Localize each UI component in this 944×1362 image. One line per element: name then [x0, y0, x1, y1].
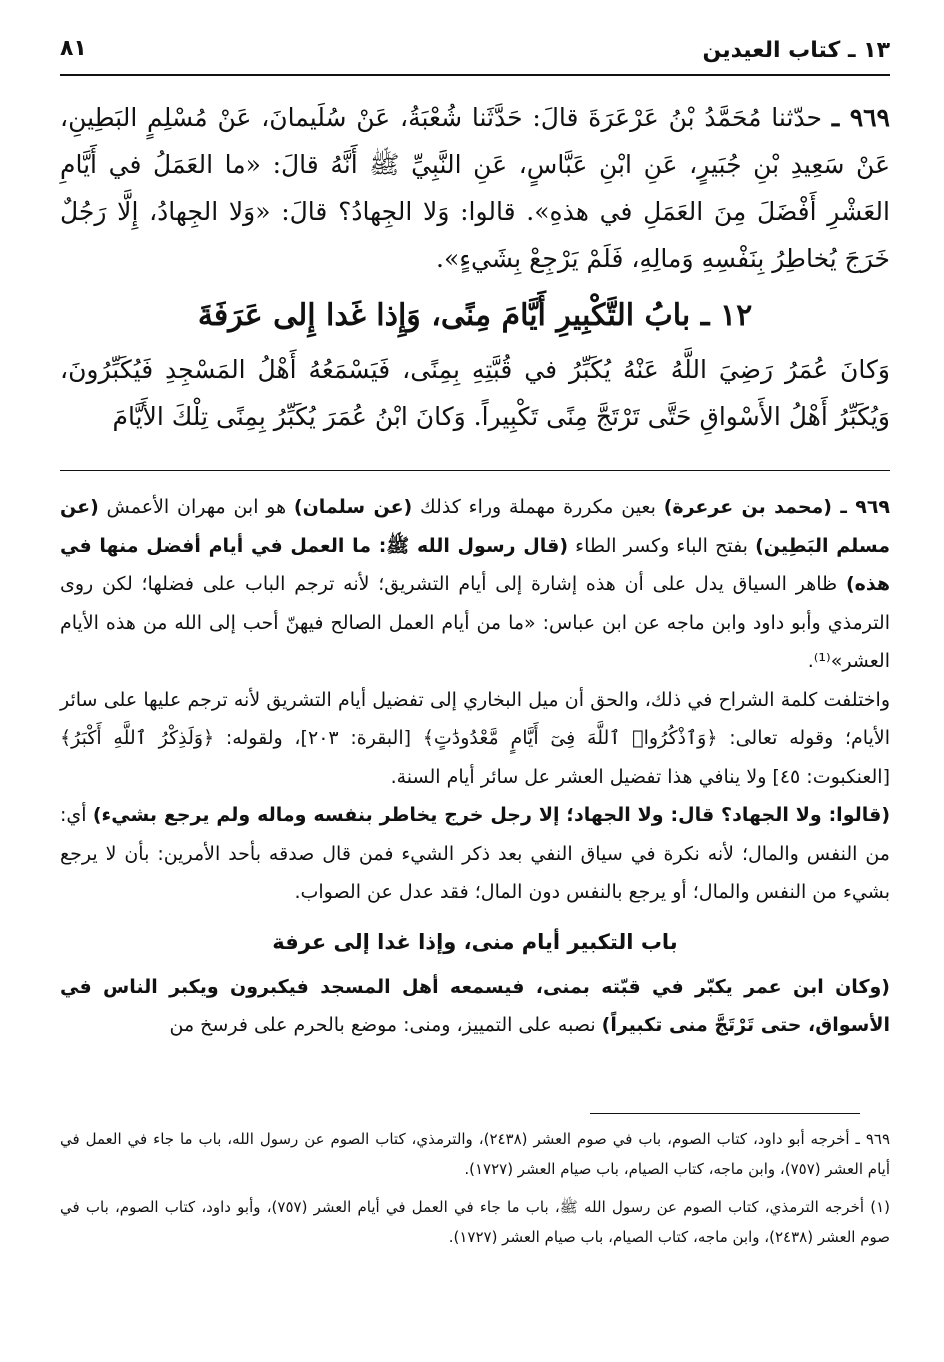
footnote: ٩٦٩ ـ أخرجه أبو داود، كتاب الصوم، باب في صوم العشر (٢٤٣٨)، والترمذي، كتاب الصوم عن رسول الله، باب ما جاء في العمل في أيام العشر (٧٥٧)، وابن ماجه، كتاب الصيام، باب صيام العشر (١٧٢٧).: [60, 1130, 890, 1178]
page-number: ٨١: [60, 36, 87, 61]
footnotes: [60, 1124, 890, 1260]
header-rule: [60, 74, 890, 76]
commentary-paragraph: [60, 796, 890, 912]
commentary-text: أي: من النفس والمال؛ لأنه نكرة في سياق النفي بعد ذكر الشيء فمن قال صدقه بأحد الأمرين: بأن لا يرجع بشيء من النفس والمال؛ أو يرجع بالنفس دون المال؛ فقد عدل عن الصواب.: [60, 804, 890, 903]
commentary: [60, 488, 890, 1045]
chapter-text: وَكانَ عُمَرُ رَضِيَ اللَّهُ عَنْهُ يُكَبِّرُ في قُبَّتِهِ بِمِنًى، فَيَسْمَعُهُ أَهْلُ المَسْجِدِ فَيُكَبِّرُونَ، وَيُكَبِّرُ أَهْلُ الأَسْواقِ حَتَّى تَرْتَجَّ مِنًى تَكْبِيراً. وَكانَ ابْنُ عُمَرَ يُكَبِّرُ بِمِنًى تِلْكَ الأَيَّامَ: [60, 355, 890, 431]
page-header: [60, 34, 890, 70]
commentary-bold-phrase: (عن سلمان): [293, 496, 413, 518]
hadith-text: حدّثنا مُحَمَّدُ بْنُ عَرْعَرَةَ قالَ: حَدَّثَنا شُعْبَةُ، عَنْ سُلَيمانَ، عَنْ مُسْلِمٍ البَطِينِ، عَنْ سَعِيدِ بْنِ جُبَيرٍ، عَنِ ابْنِ عَبَّاسٍ، عَنِ النَّبِيِّ ﷺ أَنَّهُ قالَ: «ما العَمَلُ في أَيَّامِ العَشْرِ أَفْضَلَ مِنَ العَمَلِ في هذهِ». قالوا: وَلا الجِهادُ؟ قالَ: «وَلا الجِهادُ، إِلَّا رَجُلٌ خَرَجَ يُخاطِرُ بِنَفْسِهِ وَمالِهِ، فَلَمْ يَرْجِعْ بِشَيءٍ».: [60, 103, 890, 273]
commentary-paragraph: [60, 488, 890, 681]
commentary-chapter-heading: باب التكبير أيام منى، وإذا غدا إلى عرفة: [272, 929, 678, 954]
commentary-paragraph: واختلفت كلمة الشراح في ذلك، والحق أن ميل البخاري إلى تفضيل أيام التشريق لأنه ترجم عليها على سائر الأيام؛ وقوله تعالى: ﴿وَٱذْكُرُوا۟ ٱللَّهَ فِىٓ أَيَّامٍ مَّعْدُودَٰتٍ﴾ [البقرة: ٢٠٣]، ولقوله: ﴿وَلَذِكْرُ ٱللَّهِ أَكْبَرُ﴾ [العنكبوت: ٤٥] ولا ينافي هذا تفضيل العشر عل سائر أيام السنة.: [60, 688, 891, 788]
commentary-text: ظاهر السياق يدل على أن هذه إشارة إلى أيام التشريق؛ لأنه ترجم الباب على فضلها؛ لكن روى الترمذي وأبو داود وابن ماجه عن ابن عباس: «ما من أيام العمل الصالح فيهنّ أحب إلى الله من هذه الأيام العشر»⁽¹⁾.: [60, 573, 890, 672]
commentary-bold-phrase: (قال رسول الله ﷺ: ما العمل في أيام أفضل منها في هذه): [60, 534, 890, 595]
commentary-text: بفتح الباء وكسر الطاء: [568, 534, 756, 557]
commentary-text: نصبه على التمييز، ومنى: موضع بالحرم على فرسخ من: [169, 1014, 602, 1036]
chapter-heading: ١٢ ـ بابُ التَّكْبِيرِ أَيَّامَ مِنًى، وَإِذا غَدا إِلى عَرَفَةَ: [197, 298, 753, 333]
commentary-bold-phrase: ٩٦٩ ـ (محمد بن عرعرة): [663, 496, 891, 518]
hadith-number: ٩٦٩ ـ: [831, 103, 890, 132]
commentary-text: هو ابن مهران الأعمش: [98, 496, 294, 518]
commentary-paragraph: [60, 968, 890, 1045]
running-title: ١٣ ـ كتاب العيدين: [702, 38, 890, 63]
commentary-bold-phrase: (عن مسلم البَطِين): [60, 496, 890, 557]
footnote-rule: [590, 1113, 860, 1114]
commentary-bold-phrase: (قالوا: ولا الجهاد؟ قال: ولا الجهاد؛ إلا رجل خرج يخاطر بنفسه وماله ولم يرجع بشيء): [92, 804, 891, 826]
hadith-paragraph: [60, 94, 890, 282]
commentary-bold-phrase: (وكان ابن عمر يكبّر في قبّته بمنى، فيسمعه أهل المسجد فيكبرون ويكبر الناس في الأسواق، حتى تَرْتَجَّ منى تكبيراً): [60, 975, 890, 1036]
text-commentary-divider: [60, 470, 890, 471]
main-text: [60, 94, 890, 440]
commentary-text: بعين مكررة مهملة وراء كذلك: [412, 496, 664, 518]
footnote: (١) أخرجه الترمذي، كتاب الصوم عن رسول الله ﷺ، باب ما جاء في العمل في أيام العشر (٧٥٧)، وأبو داود، كتاب الصوم، باب في صوم العشر (٢٤٣٨)، وابن ماجه، كتاب الصيام، باب صيام العشر (١٧٢٧).: [60, 1198, 890, 1246]
